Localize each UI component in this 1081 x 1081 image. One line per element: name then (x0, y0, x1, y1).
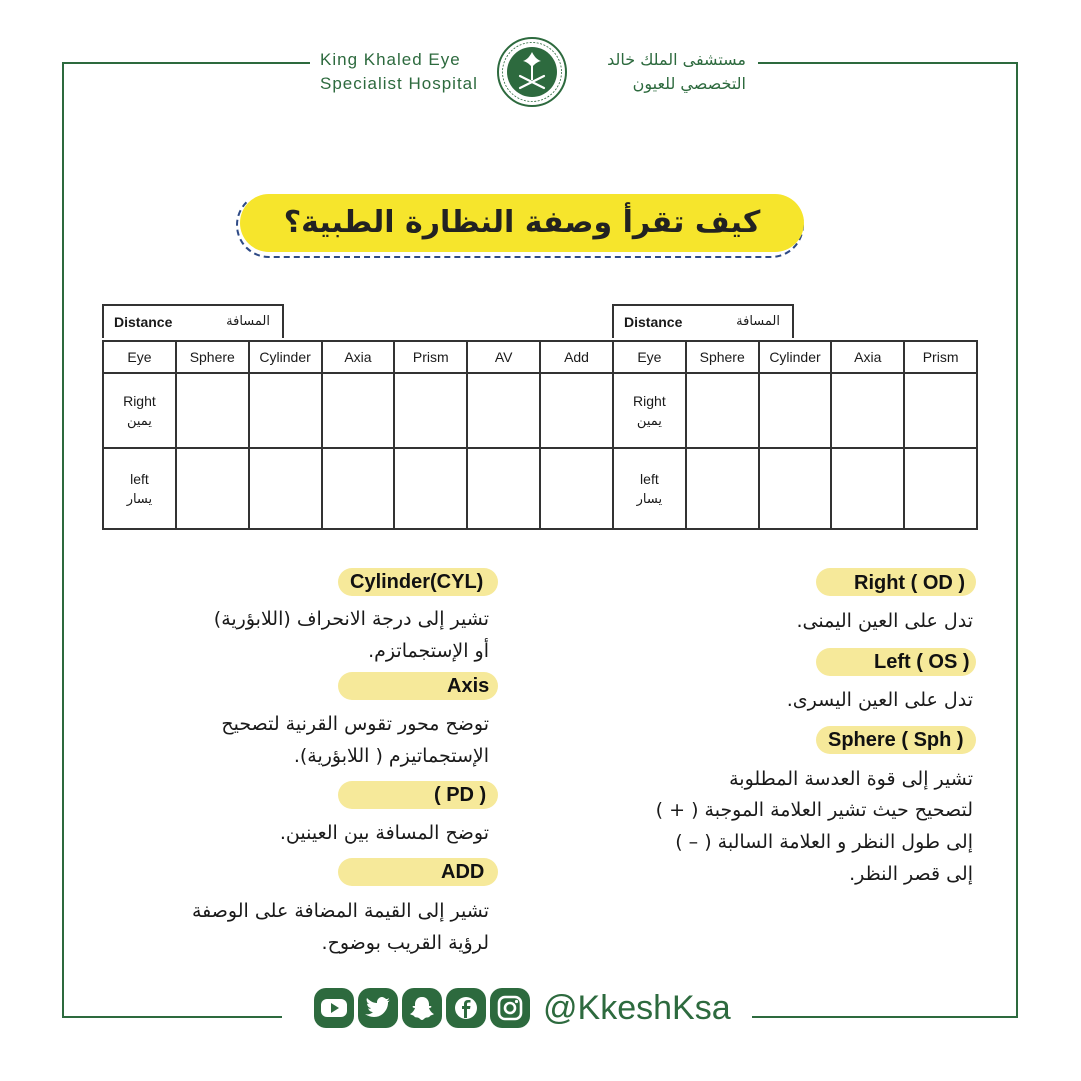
col-header: Axia (831, 341, 904, 373)
left-distance-label (102, 304, 284, 338)
table-header-row (613, 341, 977, 373)
value-cell (322, 373, 395, 448)
left-prescription-table (102, 340, 614, 530)
value-cell (759, 448, 832, 529)
value-cell (686, 448, 759, 529)
eye-label-ar: يسار (636, 491, 663, 507)
eye-label-en: left (130, 470, 149, 487)
def-cylinder-line2: أو الإستجماتزم. (368, 640, 489, 662)
term-pd: ( PD ) (434, 784, 487, 806)
col-header: Cylinder (759, 341, 832, 373)
value-cell (759, 373, 832, 448)
social-icons (314, 988, 530, 1028)
value-cell (467, 373, 540, 448)
value-cell (831, 373, 904, 448)
value-cell (176, 373, 249, 448)
col-header: Cylinder (249, 341, 322, 373)
value-cell (249, 448, 322, 529)
hospital-name-en-line1: King Khaled Eye (320, 50, 461, 69)
term-axis: Axis (447, 675, 490, 697)
value-cell (831, 448, 904, 529)
value-cell (540, 448, 613, 529)
col-header: Prism (394, 341, 467, 373)
col-header: Prism (904, 341, 977, 373)
value-cell (394, 373, 467, 448)
def-right-od-line1: تدل على العين اليمنى. (796, 610, 973, 632)
col-header: Eye (613, 341, 686, 373)
social-handle[interactable]: @KkeshKsa (543, 989, 731, 1027)
eye-cell (103, 448, 176, 529)
frame-bottom-left (62, 1016, 282, 1018)
eye-label-ar: يمين (126, 413, 152, 429)
col-header: Eye (103, 341, 176, 373)
hospital-name-ar-line1: مستشفى الملك خالد (607, 50, 746, 69)
value-cell (176, 448, 249, 529)
eye-cell (103, 373, 176, 448)
instagram-icon[interactable] (490, 988, 530, 1028)
value-cell (394, 448, 467, 529)
col-header: Axia (322, 341, 395, 373)
hospital-name-ar (578, 48, 746, 96)
hospital-name-en-line2: Specialist Hospital (320, 74, 478, 93)
col-header: Add (540, 341, 613, 373)
table-row-right-eye (613, 373, 977, 448)
term-add: ADD (441, 861, 485, 883)
def-cylinder-line1: تشير إلى درجة الانحراف (اللابؤرية) (213, 608, 489, 630)
eye-label-ar: يمين (636, 413, 662, 429)
term-left-os: Left ( OS ) (874, 651, 970, 673)
snapchat-icon[interactable] (402, 988, 442, 1028)
frame-top-left (62, 62, 310, 64)
term-sphere: Sphere ( Sph ) (828, 729, 964, 751)
eye-label-en: Right (633, 392, 666, 409)
page-title: كيف تقرأ وصفة النظارة الطبية؟ (283, 205, 761, 240)
table-row-left-eye (103, 448, 613, 529)
value-cell (249, 373, 322, 448)
left-distance-ar: المسافة (226, 314, 270, 329)
frame-left (62, 62, 64, 1018)
value-cell (686, 373, 759, 448)
table-row-left-eye (613, 448, 977, 529)
def-axis-line2: الإستجماتيزم ( اللابؤرية). (293, 745, 489, 767)
col-header: Sphere (176, 341, 249, 373)
def-axis-line1: توضح محور تقوس القرنية لتصحيح (221, 713, 489, 735)
hospital-name-en (320, 48, 478, 96)
frame-right (1016, 62, 1018, 1018)
def-sphere-line1: تشير إلى قوة العدسة المطلوبة (729, 768, 973, 790)
def-sphere-line3: إلى طول النظر و العلامة السالبة ( – ) (675, 831, 973, 853)
table-header-row (103, 341, 613, 373)
value-cell (904, 448, 977, 529)
value-cell (904, 373, 977, 448)
value-cell (540, 373, 613, 448)
def-sphere-line4: إلى قصر النظر. (849, 863, 973, 885)
value-cell (322, 448, 395, 529)
facebook-icon[interactable] (446, 988, 486, 1028)
eye-label-ar: يسار (126, 491, 153, 507)
right-distance-ar: المسافة (736, 314, 780, 329)
col-header: Sphere (686, 341, 759, 373)
right-distance-label (612, 304, 794, 338)
hospital-name-ar-line2: التخصصي للعيون (632, 74, 746, 93)
title-banner (236, 192, 808, 264)
eye-cell (613, 448, 686, 529)
def-sphere-line2: لتصحيح حيث تشير العلامة الموجبة ( + ) (655, 799, 973, 821)
right-distance-en: Distance (624, 314, 683, 330)
term-cylinder: Cylinder(CYL) (350, 571, 484, 593)
def-add-line1: تشير إلى القيمة المضافة على الوصفة (191, 900, 489, 922)
hospital-logo (496, 36, 568, 108)
def-add-line2: لرؤية القريب بوضوح. (321, 932, 489, 954)
def-pd-line1: توضح المسافة بين العينين. (279, 822, 489, 844)
col-header: AV (467, 341, 540, 373)
term-right-od: Right ( OD ) (854, 572, 966, 594)
left-distance-en: Distance (114, 314, 173, 330)
eye-label-en: left (640, 470, 659, 487)
frame-top-right (758, 62, 1018, 64)
youtube-icon[interactable] (314, 988, 354, 1028)
value-cell (467, 448, 540, 529)
table-row-right-eye (103, 373, 613, 448)
frame-bottom-right (752, 1016, 1018, 1018)
eye-cell (613, 373, 686, 448)
def-left-os-line1: تدل على العين اليسرى. (786, 689, 973, 711)
right-prescription-table (612, 340, 978, 530)
twitter-icon[interactable] (358, 988, 398, 1028)
eye-label-en: Right (123, 392, 156, 409)
